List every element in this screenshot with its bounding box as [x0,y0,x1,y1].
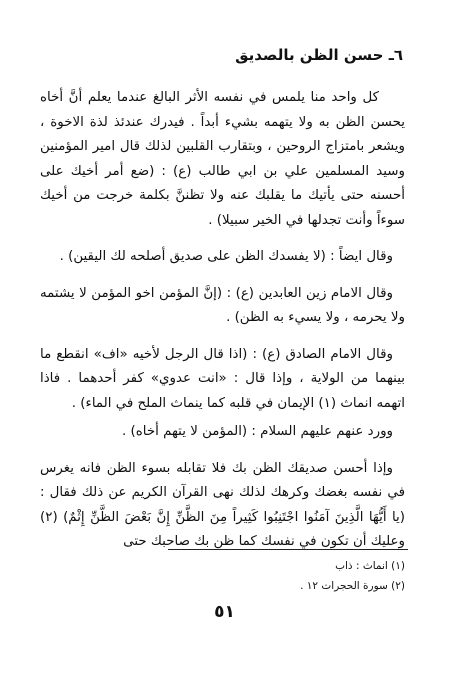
paragraph-6: وإذا أحسن صديقك الظن بك فلا تقابله بسوء الظن فانه يغرس في نفسه بغضك وكرهك لذلك نهى القرآن الكريم عن ذلك فقال : (يا أَيُّهَا الَّذِينَ آمَنُوا اجْتَنِبُوا كَثِيراً مِنَ الظَّنِّ إِنَّ بَعْضَ الظَّنِّ إِثْمٌ) (٢) وعليك أن تكون في نفسك كما ظن بك صاحبك حتى [40,460,405,549]
footnote-2: (٢) سورة الحجرات ١٢ . [300,580,405,592]
paragraph-2: وقال ايضاً : (لا يفسدك الظن على صديق أصلحه لك اليقين) . [59,249,393,264]
paragraph-3: وقال الامام زين العابدين (ع) : (إنَّ المؤمن اخو المؤمن لا يشتمه ولا يحرمه ، ولا يسيء به الظن) . [40,285,405,325]
paragraph-5: وورد عنهم عليهم السلام : (المؤمن لا يتهم أخاه) . [122,424,393,439]
body-text [40,86,405,567]
footnote-1: (١) انماث : ذاب [335,560,405,572]
paragraph-4: وقال الامام الصادق (ع) : (اذا قال الرجل لأخيه «اف» انقطع ما بينهما من الولاية ، وإذا قال : «انت عدوي» كفر أحدهما . فاذا اتهمه انماث (١) الإيمان في قلبه كما ينماث الملح في الماء) . [40,346,405,411]
section-heading: ٦ـ حسن الظن بالصديق [235,46,403,64]
page-number: ٥١ [214,602,235,622]
paragraph-1: كل واحد منا يلمس في نفسه الأثر البالغ عندما يعلم أنَّ أخاه يحسن الظن به ولا يتهمه بشيء أبداً . فيدرك عندئذ لذة الاخوة ، ويشعر بامتزاج الروحين ، وبتقارب القلبين لذلك قال امير المؤمنين وسيد المسلمين علي بن ابي طالب (ع) : (ضع أمر أخيك على أحسنه حتى يأتيك ما يقلبك عنه ولا تظننَّ بكلمة خرجت من أخيك سوءاً وأنت تجدلها في الخير سبيلا) . [40,90,405,228]
footnote-divider [168,549,408,550]
footnotes [105,556,405,596]
